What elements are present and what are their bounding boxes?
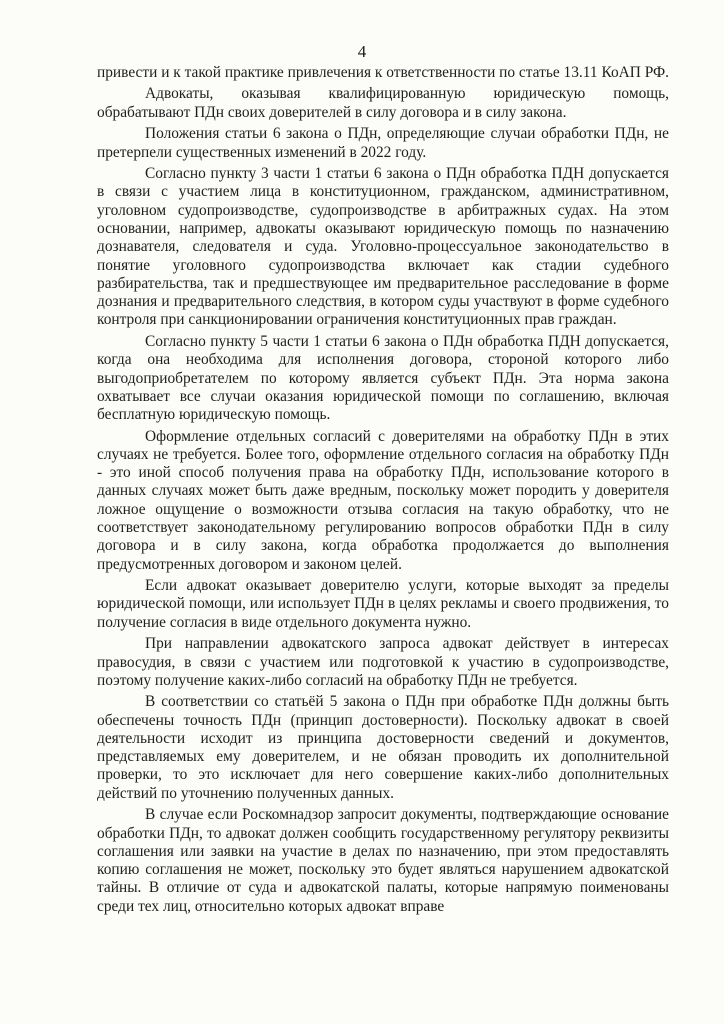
paragraph: В случае если Роскомнадзор запросит документы, подтверждающие основание обработки ПДн, то адвокат должен сообщить государственному регулятору реквизиты соглашения или заявки на участие в делах по назначению, при этом предоставлять копию соглашения не может, поскольку это будет являться нарушением адвокатской тайны. В отличие от суда и адвокатской палаты, которые напрямую поименованы среди тех лиц, относительно которых адвокат вправе: [97, 806, 669, 915]
paragraph: Согласно пункту 3 части 1 статьи 6 закона о ПДн обработка ПДН допускается в связи с участием лица в конституционном, гражданском, административном, уголовном судопроизводстве, судопроизводстве в арбитражных судах. На этом основании, например, адвокаты оказывают юридическую помощь по назначению дознавателя, следователя и суда. Уголовно-процессуальное законодательство в понятие уголовного судопроизводства включает как стадии судебного разбирательства, так и предшествующее им предварительное расследование в форме дознания и предварительного следствия, в котором суды участвуют в форме судебного контроля при санкционировании ограничения конституционных прав граждан.: [97, 165, 669, 329]
paragraph: Положения статьи 6 закона о ПДн, определяющие случаи обработки ПДн, не претерпели существенных изменений в 2022 году.: [97, 125, 669, 161]
paragraph: Если адвокат оказывает доверителю услуги, которые выходят за пределы юридической помощи, или использует ПДн в целях рекламы и своего продвижения, то получение согласия в виде отдельного документа нужно.: [97, 577, 669, 631]
paragraph: привести и к такой практике привлечения к ответственности по статье 13.11 КоАП РФ.: [97, 64, 670, 81]
page-number: 4: [357, 42, 367, 61]
paragraph: Адвокаты, оказывая квалифицированную юридическую помощь, обрабатывают ПДн своих доверителей в силу договора и в силу закона.: [97, 85, 669, 121]
paragraph: В соответствии со статьёй 5 закона о ПДн при обработке ПДн должны быть обеспечены точность ПДн (принцип достоверности). Поскольку адвокат в своей деятельности исходит из принципа достоверности сведений и документов, представляемых ему доверителем, и не обязан проводить их дополнительной проверки, то это исключает для него совершение каких-либо дополнительных действий по уточнению полученных данных.: [97, 693, 669, 802]
paragraph: Согласно пункту 5 части 1 статьи 6 закона о ПДн обработка ПДН допускается, когда она необходима для исполнения договора, стороной которого либо выгодоприобретателем по которому является субъект ПДн. Эта норма закона охватывает все случаи оказания юридической помощи по соглашению, включая бесплатную юридическую помощь.: [97, 332, 669, 424]
paragraph: Оформление отдельных согласий с доверителями на обработку ПДн в этих случаях не требуется. Более того, оформление отдельного согласия на обработку ПДн - это иной способ получения права на обработку ПДн, использование которого в данных случаях может быть даже вредным, поскольку может породить у доверителя ложное ощущение о возможности отзыва согласия на такую обработку, что не соответствует законодательному регулированию вопросов обработки ПДн в силу договора и в силу закона, когда обработка продолжается до выполнения предусмотренных договором и законом целей.: [97, 427, 669, 573]
paragraph: При направлении адвокатского запроса адвокат действует в интересах правосудия, в связи с участием или подготовкой к участию в судопроизводстве, поэтому получение каких-либо согласий на обработку ПДн не требуется.: [97, 635, 669, 689]
document-body: [97, 64, 669, 919]
